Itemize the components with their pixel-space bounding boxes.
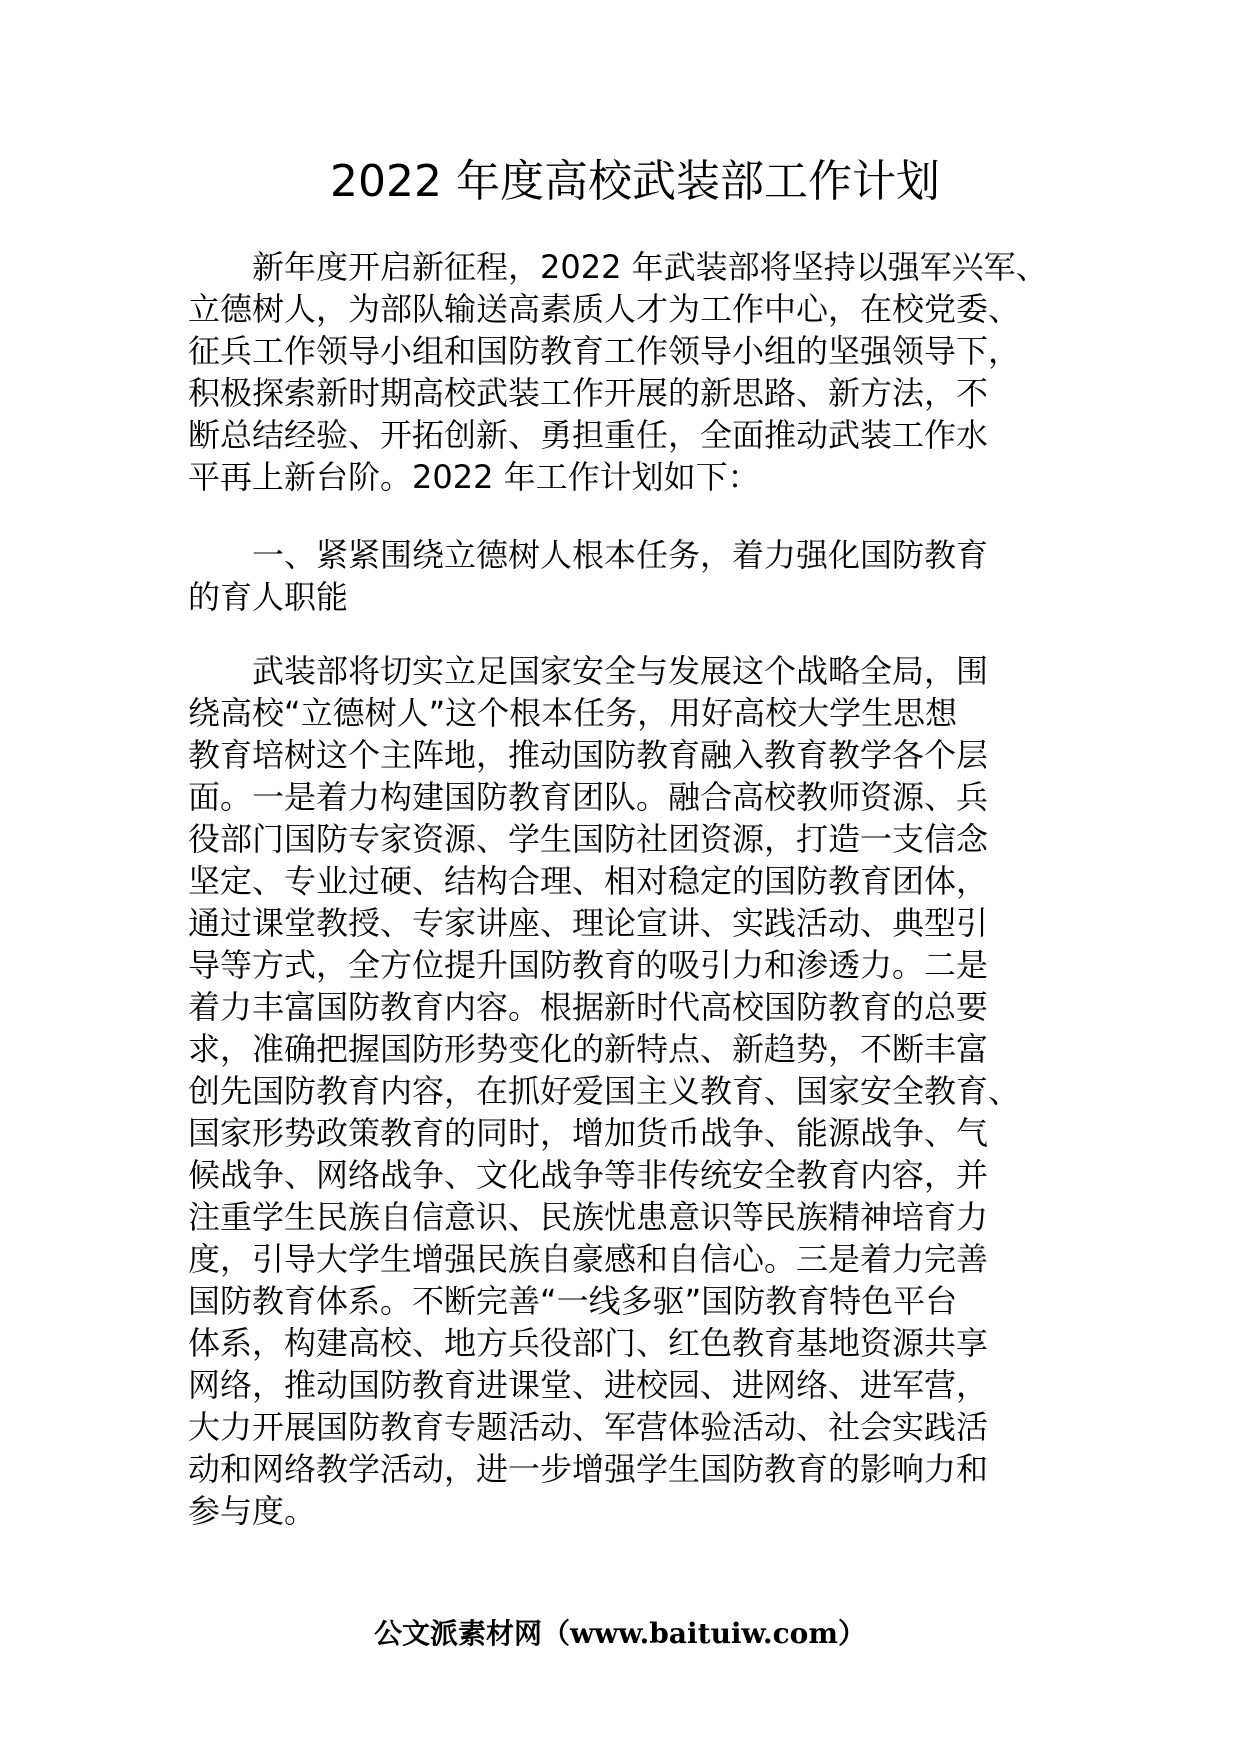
text-line: 创先国防教育内容，在抓好爱国主义教育、国家安全教育、 [188,1072,1021,1110]
text-line: 导等方式，全方位提升国防教育的吸引力和渗透力。二是 [188,946,989,984]
text-line: 一、紧紧围绕立德树人根本任务，着力强化国防教育 [252,536,989,574]
text-line: 平再上新台阶。2022 年工作计划如下： [188,458,760,496]
text-line: 体系，构建高校、地方兵役部门、红色教育基地资源共享 [188,1324,989,1362]
text-line: 积极探索新时期高校武装工作开展的新思路、新方法，不 [188,374,989,412]
footer-source: 公文派素材网（www.baituiw.com） [374,1617,866,1650]
text-line: 动和网络教学活动，进一步增强学生国防教育的影响力和 [188,1450,989,1488]
text-line: 役部门国防专家资源、学生国防社团资源，打造一支信念 [188,820,989,858]
text-line: 度，引导大学生增强民族自豪感和自信心。三是着力完善 [188,1240,989,1278]
text-line: 参与度。 [188,1492,317,1530]
text-line: 坚定、专业过硬、结构合理、相对稳定的国防教育团体， [188,862,989,900]
text-line: 立德树人，为部队输送高素质人才为工作中心，在校党委、 [188,290,1021,328]
text-line: 绕高校“立德树人”这个根本任务，用好高校大学生思想 [188,694,958,732]
text-line: 网络，推动国防教育进课堂、进校园、进网络、进军营， [188,1366,989,1404]
text-line: 面。一是着力构建国防教育团队。融合高校教师资源、兵 [188,778,989,816]
text-line: 候战争、网络战争、文化战争等非传统安全教育内容，并 [188,1156,989,1194]
text-line: 注重学生民族自信意识、民族忧患意识等民族精神培育力 [188,1198,989,1236]
document-title: 2022 年度高校武装部工作计划 [330,156,940,207]
text-line: 大力开展国防教育专题活动、军营体验活动、社会实践活 [188,1408,989,1446]
text-line: 国防教育体系。不断完善“一线多驱”国防教育特色平台 [188,1282,958,1320]
text-line: 求，准确把握国防形势变化的新特点、新趋势，不断丰富 [188,1030,989,1068]
text-line: 着力丰富国防教育内容。根据新时代高校国防教育的总要 [188,988,989,1026]
text-line: 新年度开启新征程，2022 年武装部将坚持以强军兴军、 [252,248,1048,286]
paragraph-body [188,650,1068,1532]
text-line: 断总结经验、开拓创新、勇担重任，全面推动武装工作水 [188,416,989,454]
text-line: 通过课堂教授、专家讲座、理论宣讲、实践活动、典型引 [188,904,989,942]
text-line: 教育培树这个主阵地，推动国防教育融入教育教学各个层 [188,736,989,774]
text-line: 的育人职能 [188,578,349,616]
paragraph-intro [188,246,1068,498]
section-heading-1 [188,534,1068,618]
text-line: 国家形势政策教育的同时，增加货币战争、能源战争、气 [188,1114,989,1152]
text-line: 武装部将切实立足国家安全与发展这个战略全局，围 [252,652,989,690]
text-line: 征兵工作领导小组和国防教育工作领导小组的坚强领导下， [188,332,1021,370]
